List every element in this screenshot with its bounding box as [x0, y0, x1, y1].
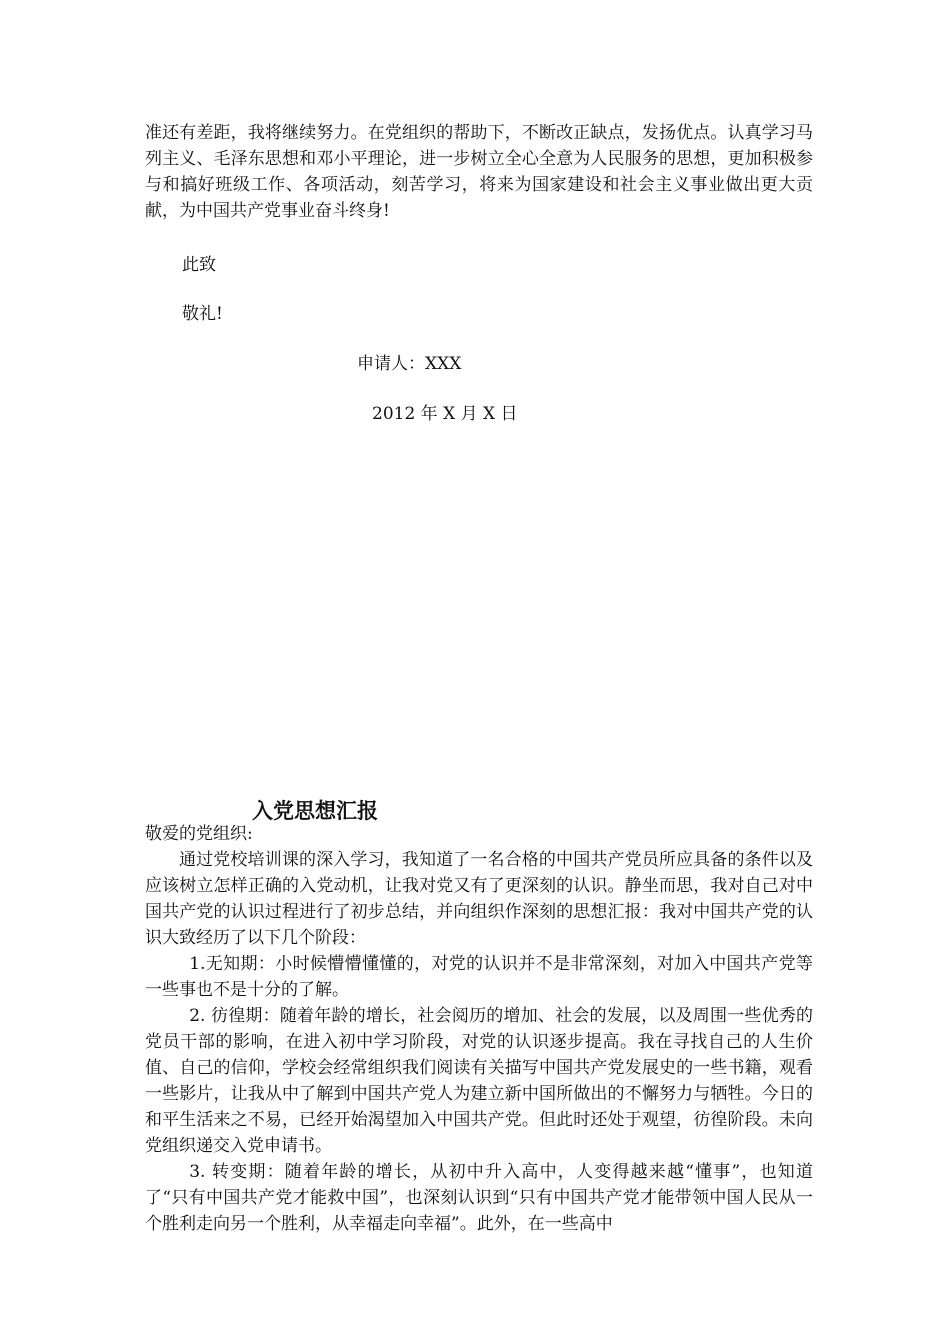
signature-date: 2012 年 X 月 X 日 — [372, 404, 518, 424]
stage-2-paragraph: 2. 彷徨期：随着年龄的增长，社会阅历的增加、社会的发展，以及周围一些优秀的党员干部的影响，在进入初中学习阶段，对党的认识逐步提高。我在寻找自己的人生价值、自己的信仰，学校会经常组织我们阅读有关描写中国共产党发展史的一些书籍，观看一些影片，让我从中了解到中国共产党人为建立新中国所做出的不懈努力与牺牲。今日的和平生活来之不易，已经开始渴望加入中国共产党。但此时还处于观望，彷徨阶段。未向党组织递交入党申请书。 — [145, 1006, 813, 1156]
intro-paragraph: 通过党校培训课的深入学习，我知道了一名合格的中国共产党员所应具备的条件以及应该树立怎样正确的入党动机，让我对党又有了更深刻的认识。静坐而思，我对自己对中国共产党的认识过程进行了初步总结，并向组织作深刻的思想汇报：我对中国共产党的认识大致经历了以下几个阶段： — [145, 850, 813, 948]
applicant-signature: 申请人：XXX — [357, 354, 462, 374]
report-title: 入党思想汇报 — [252, 799, 378, 823]
closing-paragraph — [145, 120, 813, 224]
paragraph-text: 准还有差距，我将继续努力。在党组织的帮助下，不断改正缺点，发扬优点。认真学习马列主义、毛泽东思想和邓小平理论，进一步树立全心全意为人民服务的思想，更加积极参与和搞好班级工作、各项活动，刻苦学习，将来为国家建设和社会主义事业做出更大贡献，为中国共产党事业奋斗终身! — [145, 123, 813, 221]
stage-3-paragraph: 3. 转变期：随着年龄的增长，从初中升入高中，人变得越来越“懂事”，也知道了“只有中国共产党才能救中国”，也深刻认识到“只有中国共产党才能带领中国人民从一个胜利走向另一个胜利，从幸福走向幸福”。此外，在一些高中 — [145, 1162, 813, 1234]
closing-phrase-2: 敬礼! — [182, 304, 223, 324]
closing-phrase-1: 此致 — [182, 255, 216, 275]
stage-1-paragraph: 1.无知期：小时候懵懵懂懂的，对党的认识并不是非常深刻，对加入中国共产党等一些事也不是十分的了解。 — [145, 954, 813, 1000]
report-body — [145, 821, 813, 1237]
salutation: 敬爱的党组织: — [145, 824, 253, 844]
